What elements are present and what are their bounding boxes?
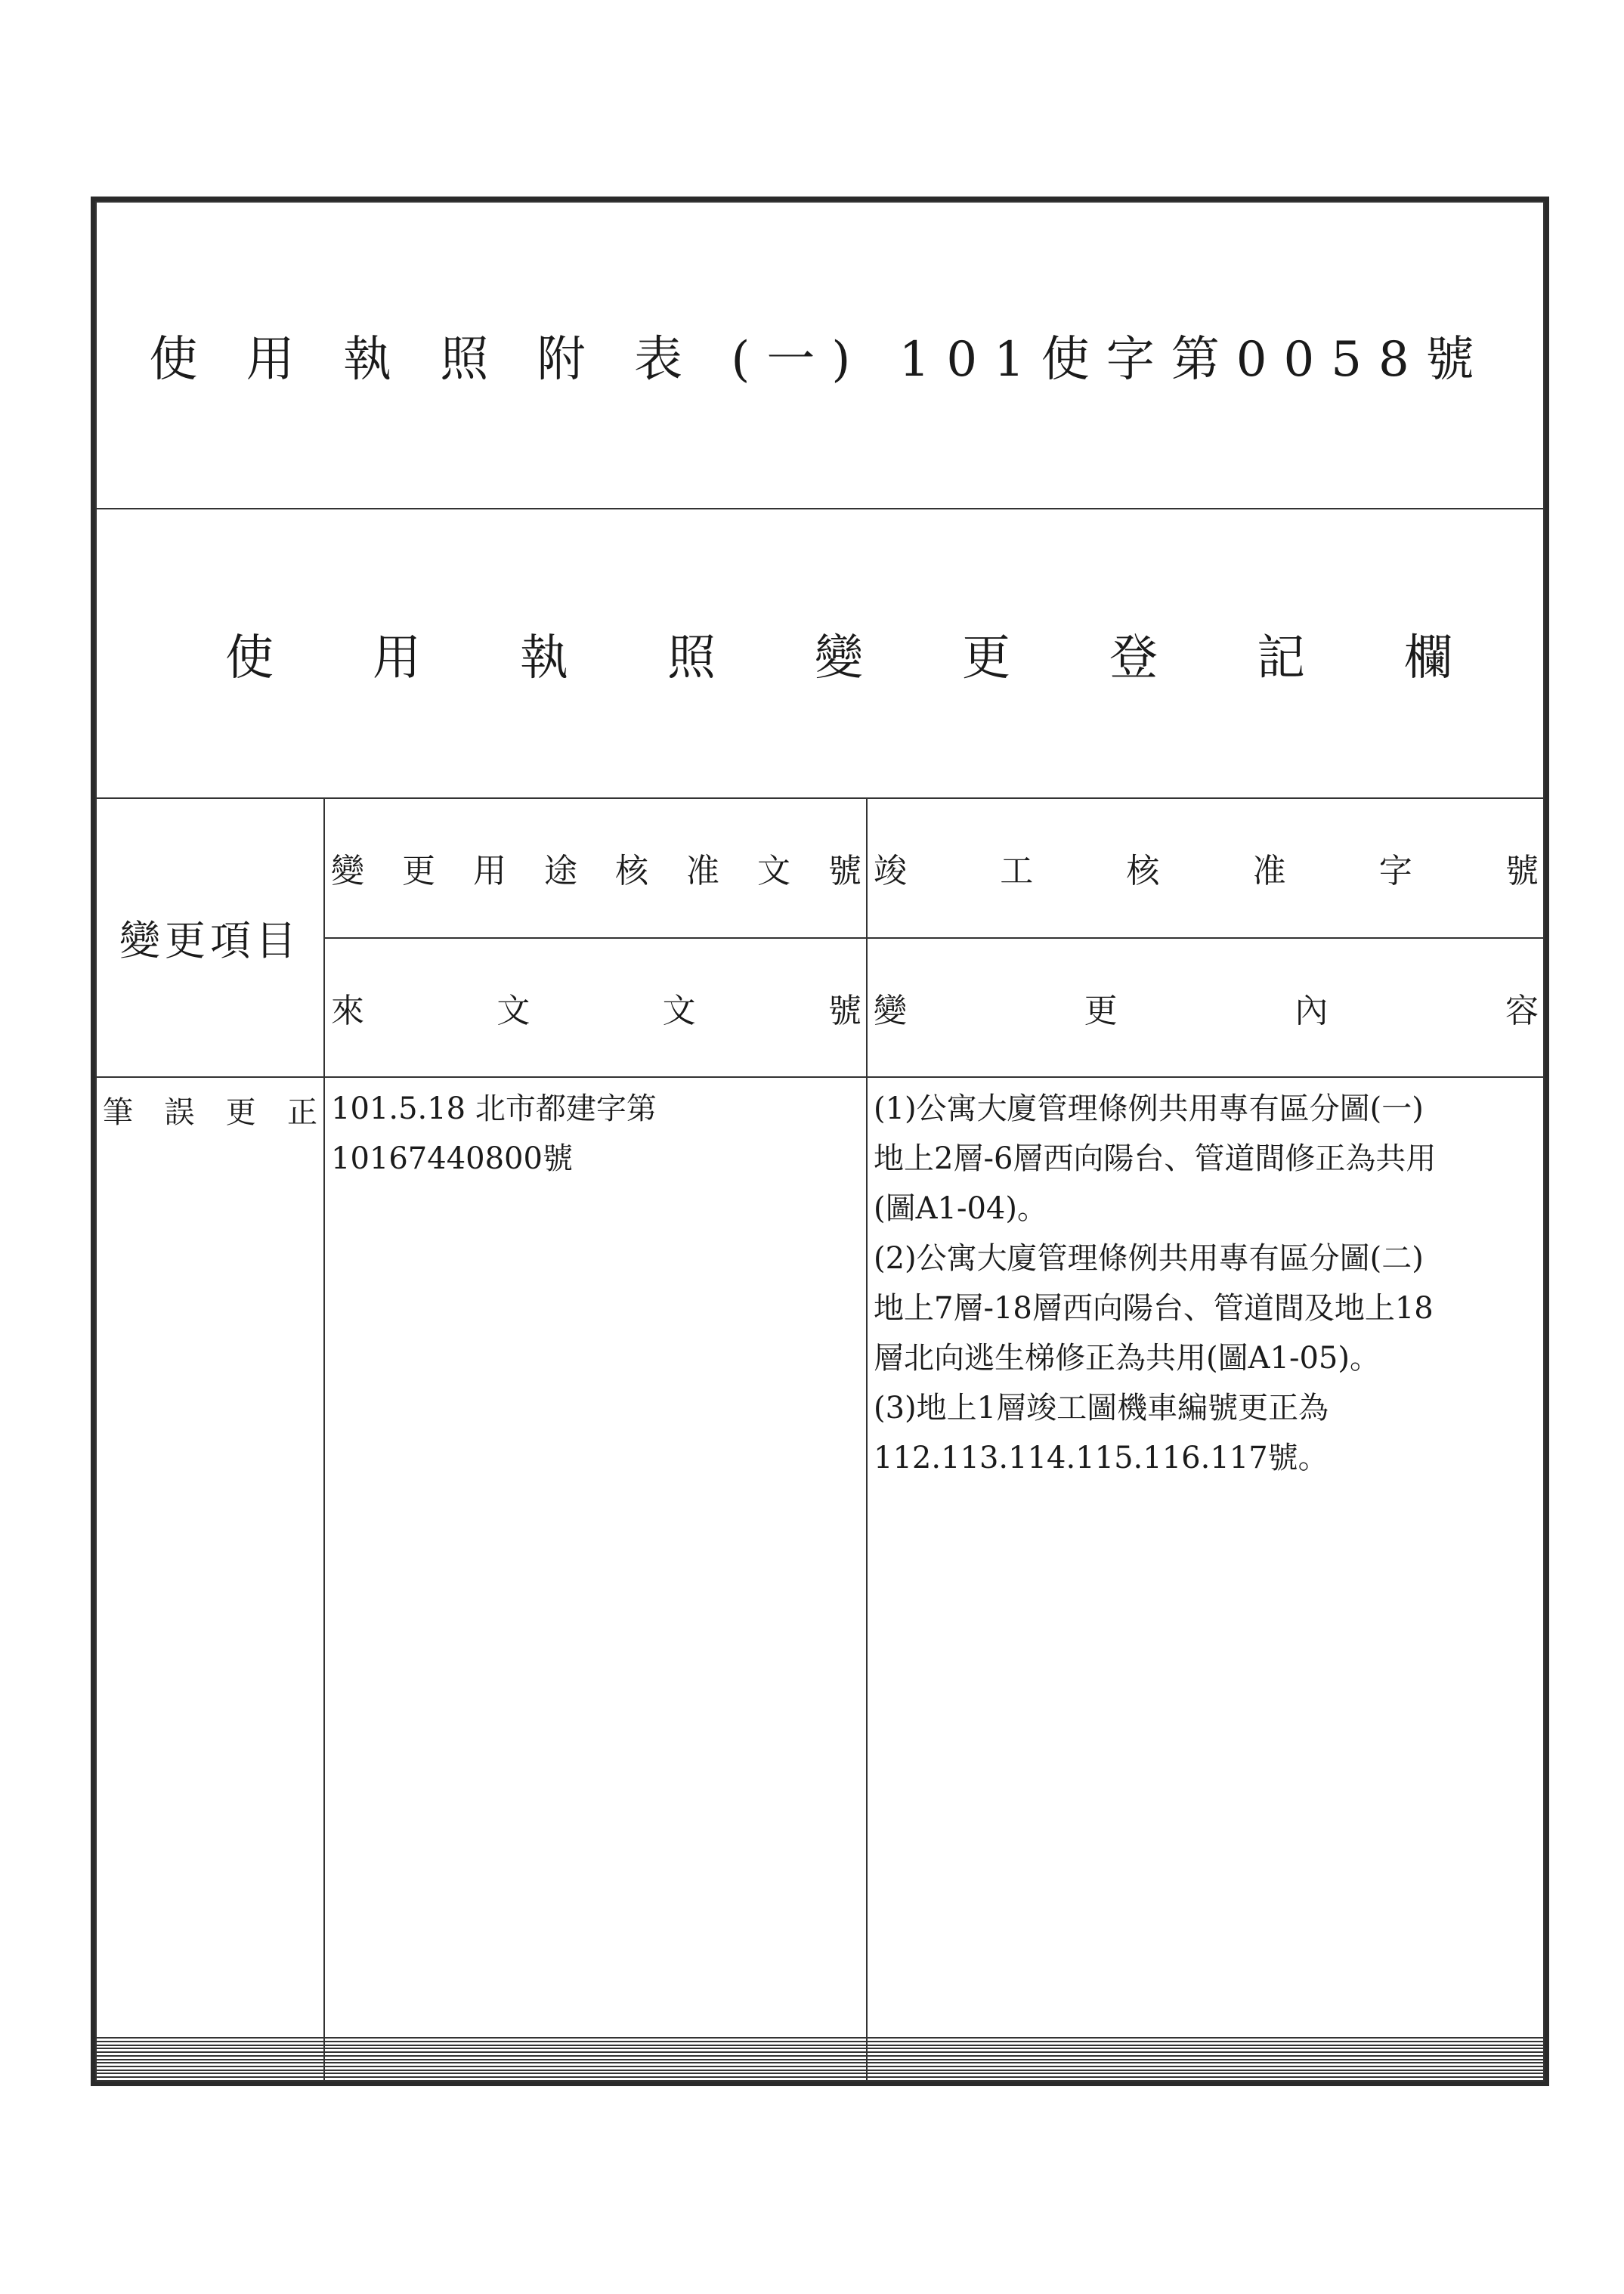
char: 工 xyxy=(1000,852,1034,891)
entry-reference-number: 101.5.18 北市都建字第 10167440800號 xyxy=(324,1077,867,2038)
char: 文 xyxy=(757,852,790,891)
char: 記 xyxy=(1257,630,1305,686)
document-title: 使 用 執 照 附 表 (一) 101使字第0058號 xyxy=(96,202,1544,509)
char: 准 xyxy=(1252,852,1286,891)
char: 更 xyxy=(225,1094,256,1130)
char: 執 xyxy=(520,630,568,686)
entry-change-content xyxy=(867,1077,1544,2038)
table-row xyxy=(96,2077,1544,2081)
char: 來 xyxy=(331,991,364,1030)
subtitle-row xyxy=(96,509,1544,798)
header-completion-approval-number xyxy=(867,798,1544,937)
char: 變 xyxy=(331,852,364,891)
char: 字 xyxy=(1378,852,1412,891)
title-row xyxy=(96,202,1544,509)
char: 用 xyxy=(373,630,421,686)
char: 文 xyxy=(496,991,531,1030)
header-change-item: 變更項目 xyxy=(96,798,324,1077)
section-title-text xyxy=(97,509,1543,797)
entry-change-item xyxy=(96,1077,324,2038)
char: 變 xyxy=(874,991,907,1030)
char: 容 xyxy=(1505,991,1539,1030)
empty-cell xyxy=(96,2077,324,2081)
char: 內 xyxy=(1295,991,1329,1030)
header-row-1 xyxy=(96,798,1544,937)
char: 正 xyxy=(286,1094,317,1130)
char: 更 xyxy=(402,852,435,891)
char: 用 xyxy=(473,852,506,891)
header-incoming-doc-number xyxy=(324,938,867,1077)
char: 更 xyxy=(1084,991,1118,1030)
char: 號 xyxy=(827,991,861,1030)
char: 使 xyxy=(225,630,274,686)
char: 欄 xyxy=(1404,630,1452,686)
header-change-content xyxy=(867,938,1544,1077)
change-content-line: (2)公寓大廈管理條例共用專有區分圖(二) 地上7層-18層西向陽台、管道間及地上18 層北向逃生梯修正為共用(圖A1-05)。 xyxy=(874,1240,1434,1376)
char: 核 xyxy=(615,852,648,891)
char: 筆 xyxy=(103,1094,133,1130)
char: 核 xyxy=(1126,852,1160,891)
header-approval-doc-number xyxy=(324,798,867,937)
char: 號 xyxy=(1505,852,1539,891)
usage-permit-table xyxy=(95,201,1545,2082)
usage-permit-table-frame xyxy=(91,197,1549,2086)
change-content-line: (3)地上1層竣工圖機車編號更正為 112.113.114.115.116.117號。 xyxy=(874,1390,1329,1475)
char: 照 xyxy=(667,630,716,686)
char: 竣 xyxy=(874,852,907,891)
char: 文 xyxy=(662,991,696,1030)
change-content-line: (1)公寓大廈管理條例共用專有區分圖(一) 地上2層-6層西向陽台、管道間修正為共用 (圖A1-04)。 xyxy=(874,1091,1437,1226)
char: 准 xyxy=(686,852,719,891)
blank-rows xyxy=(96,2038,1544,2081)
char: 變 xyxy=(815,630,863,686)
table-row xyxy=(96,1077,1544,2038)
empty-cell xyxy=(324,2077,867,2081)
char: 途 xyxy=(544,852,577,891)
char: 更 xyxy=(962,630,1010,686)
empty-cell xyxy=(867,2077,1544,2081)
char: 號 xyxy=(828,852,861,891)
char: 登 xyxy=(1109,630,1158,686)
char: 誤 xyxy=(164,1094,195,1130)
section-title xyxy=(96,509,1544,798)
